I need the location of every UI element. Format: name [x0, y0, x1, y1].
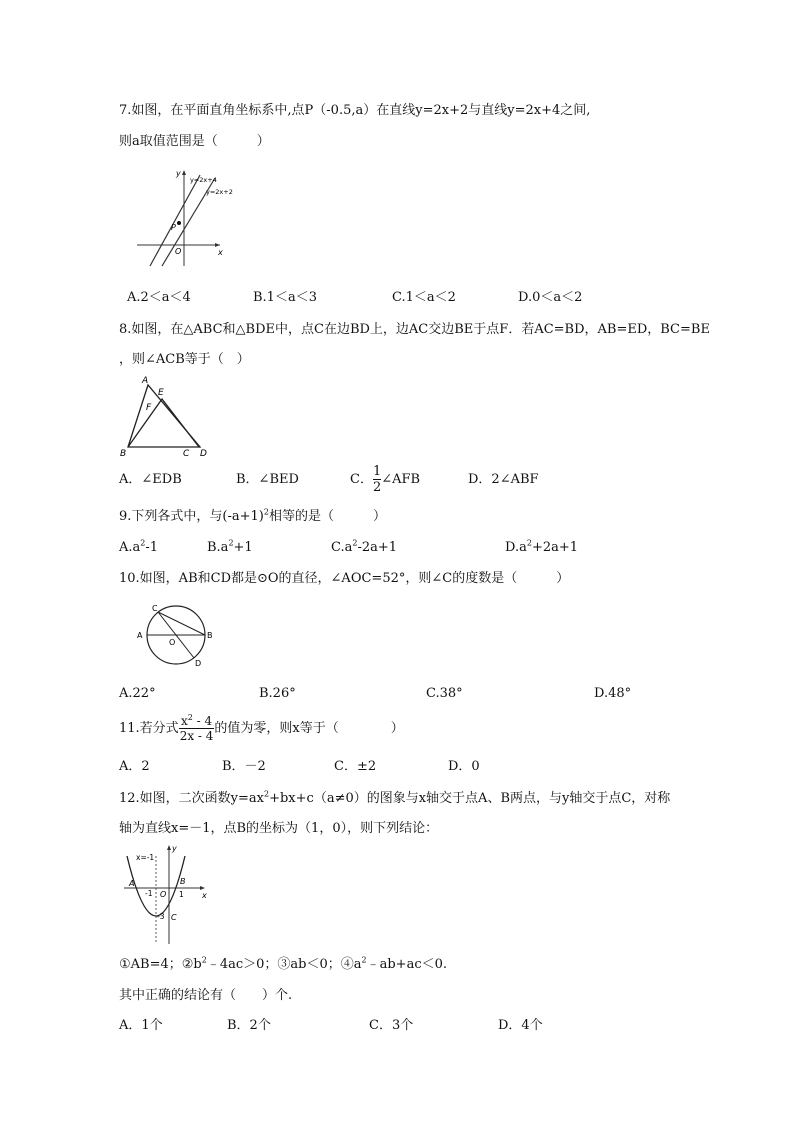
q11-option-c[interactable]: C．±2: [334, 759, 377, 774]
q9-b-post: +1: [233, 540, 253, 555]
q12-label-one: 1: [179, 890, 184, 899]
q8-frac-den: 2: [372, 480, 382, 495]
q10-option-c[interactable]: C.38°: [426, 686, 463, 701]
q12-figure: [118, 842, 210, 948]
q7-stem-line2: 则a取值范围是（ ）: [119, 134, 270, 149]
q11-frac-den: 2x - 4: [179, 729, 214, 743]
q12-conc-s1: 2: [201, 955, 207, 965]
q12-stem-prefix: 12.如图，二次函数y=ax: [119, 791, 264, 806]
q12-stem-suffix: +bx+c（a≠0）的图象与x轴交于点A、B两点，与y轴交于点C，对称: [269, 791, 671, 806]
q10-label-d: D: [195, 659, 202, 668]
q9-d-sup: 2: [526, 538, 532, 548]
q11-suffix: 的值为零，则x等于（ ）: [214, 721, 404, 736]
q12-label-minus-three: -3: [157, 912, 165, 921]
q8-label-c: C: [183, 449, 190, 459]
q12-conc-s2: 2: [361, 955, 367, 965]
q7-label-o: O: [175, 247, 182, 256]
q8-stem-line2: ，则∠ACB等于（ ）: [119, 352, 250, 367]
q8-label-d: D: [200, 449, 207, 459]
q11-fraction: [179, 714, 215, 743]
q10-stem: 10.如图，AB和CD都是⊙O的直径，∠AOC=52°，则∠C的度数是（ ）: [119, 571, 570, 586]
q9-option-c[interactable]: [331, 539, 397, 557]
q12-stem-line1: [119, 790, 670, 808]
q12-label-a: A: [129, 879, 135, 888]
q12-label-y: y: [172, 844, 177, 853]
q8-option-c[interactable]: [350, 463, 420, 497]
q10-label-a: A: [137, 631, 143, 640]
q12-x-arrow: [200, 886, 205, 890]
q7-stem-line1: 7.如图，在平面直角坐标系中,点P（-0.5,a）在直线y=2x+2与直线y=2x+4之间,: [119, 103, 591, 118]
q12-label-o: O: [160, 890, 167, 899]
q8-option-b[interactable]: B．∠BED: [236, 472, 299, 487]
q7-option-b[interactable]: B.1＜a＜3: [253, 290, 317, 305]
q8-triangle-bde: [128, 399, 199, 447]
q7-point-p: [177, 221, 181, 225]
q12-conc-p3: ﹣ab+ac＜0.: [366, 957, 448, 972]
q7-label-x: x: [218, 248, 223, 257]
q7-label-line-b: y=2x+2: [206, 188, 233, 196]
q10-option-a[interactable]: A.22°: [119, 686, 156, 701]
q8-option-a[interactable]: A．∠EDB: [119, 472, 182, 487]
q10-figure: [132, 600, 218, 672]
q11-option-a[interactable]: A．2: [119, 759, 150, 774]
q9-a-sup: 2: [140, 538, 146, 548]
q12-y-arrow: [167, 845, 171, 850]
q9-b-sup: 2: [228, 538, 234, 548]
q12-option-b[interactable]: B．2个: [227, 1018, 271, 1033]
q7-y-arrow: [182, 170, 186, 175]
q8-frac-num: 1: [372, 464, 382, 479]
q8-option-c-suffix: ∠AFB: [381, 472, 421, 487]
q7-option-d[interactable]: D.0＜a＜2: [518, 290, 583, 305]
q10-label-b: B: [207, 631, 213, 640]
q11-num-post: - 4: [192, 714, 213, 728]
q7-figure: [132, 166, 244, 272]
q8-figure: [116, 374, 216, 460]
q9-stem: [119, 508, 386, 526]
q12-stem-line2: 轴为直线x=－1，点B的坐标为（1，0），则下列结论：: [119, 821, 439, 836]
q8-option-c-prefix: C．: [350, 472, 373, 487]
q10-label-c: C: [152, 604, 158, 613]
q9-c-pre: C.a: [331, 540, 353, 555]
q7-label-y: y: [176, 169, 181, 178]
q9-b-pre: B.a: [207, 540, 229, 555]
q8-option-c-fraction: [373, 464, 381, 495]
q9-c-post: -2a+1: [357, 540, 398, 555]
q11-option-d[interactable]: D．0: [448, 759, 480, 774]
q7-option-a[interactable]: A.2＜a＜4: [127, 290, 191, 305]
q12-label-b: B: [180, 877, 186, 886]
q11-prefix: 11.若分式: [119, 721, 179, 736]
q11-num-pre: x: [180, 714, 188, 728]
q9-option-b[interactable]: [207, 539, 253, 557]
q12-label-c: C: [171, 913, 177, 922]
q12-option-d[interactable]: D．4个: [498, 1018, 543, 1033]
q12-option-a[interactable]: A．1个: [119, 1018, 163, 1033]
q9-stem-prefix: 9.下列各式中，与(-a+1): [119, 509, 264, 524]
q12-option-c[interactable]: C．3个: [369, 1018, 414, 1033]
q12-label-axis: x=-1: [136, 853, 155, 862]
q12-label-x: x: [202, 891, 207, 900]
q11-frac-num: [179, 714, 215, 729]
q7-label-p: P: [171, 223, 176, 232]
q7-x-arrow: [215, 243, 220, 247]
q9-a-pre: A.a: [119, 540, 141, 555]
q12-conc-p1: ①AB=4；②b: [119, 957, 202, 972]
q10-label-o: O: [169, 638, 176, 647]
q10-option-b[interactable]: B.26°: [259, 686, 296, 701]
q7-option-c[interactable]: C.1＜a＜2: [392, 290, 456, 305]
q9-option-a[interactable]: [119, 539, 158, 557]
q8-option-d[interactable]: D．2∠ABF: [468, 472, 539, 487]
q12-stem-sup: 2: [264, 789, 270, 799]
q12-conclusions: [119, 956, 447, 974]
q9-a-post: -1: [145, 540, 159, 555]
q9-c-sup: 2: [352, 538, 358, 548]
q12-label-minus-one: -1: [145, 889, 153, 898]
q8-stem-line1: 8.如图，在△ABC和△BDE中，点C在边BD上，边AC交边BE于点F．若AC=BD，AB=ED，BC=BE: [119, 322, 710, 337]
q8-label-a: A: [142, 376, 149, 386]
q9-option-d[interactable]: [505, 539, 578, 557]
q9-d-post: +2a+1: [531, 540, 579, 555]
q11-stem: [119, 714, 404, 744]
q9-stem-suffix: 相等的是（ ）: [268, 509, 386, 524]
q11-option-b[interactable]: B．－2: [222, 759, 266, 774]
q8-label-b: B: [120, 449, 127, 459]
q7-label-line-a: y=2x+4: [190, 176, 217, 184]
q12-conc-p2: ﹣4ac＞0；③ab＜0；④a: [206, 957, 362, 972]
q8-triangle-abc: [128, 385, 200, 447]
q9-d-pre: D.a: [505, 540, 527, 555]
q12-question: 其中正确的结论有（ ）个.: [119, 988, 293, 1003]
q10-option-d[interactable]: D.48°: [594, 686, 632, 701]
q9-stem-sup: 2: [263, 507, 269, 517]
q8-label-f: F: [146, 403, 152, 413]
q11-num-sup: 2: [187, 713, 193, 722]
q8-label-e: E: [158, 388, 164, 398]
